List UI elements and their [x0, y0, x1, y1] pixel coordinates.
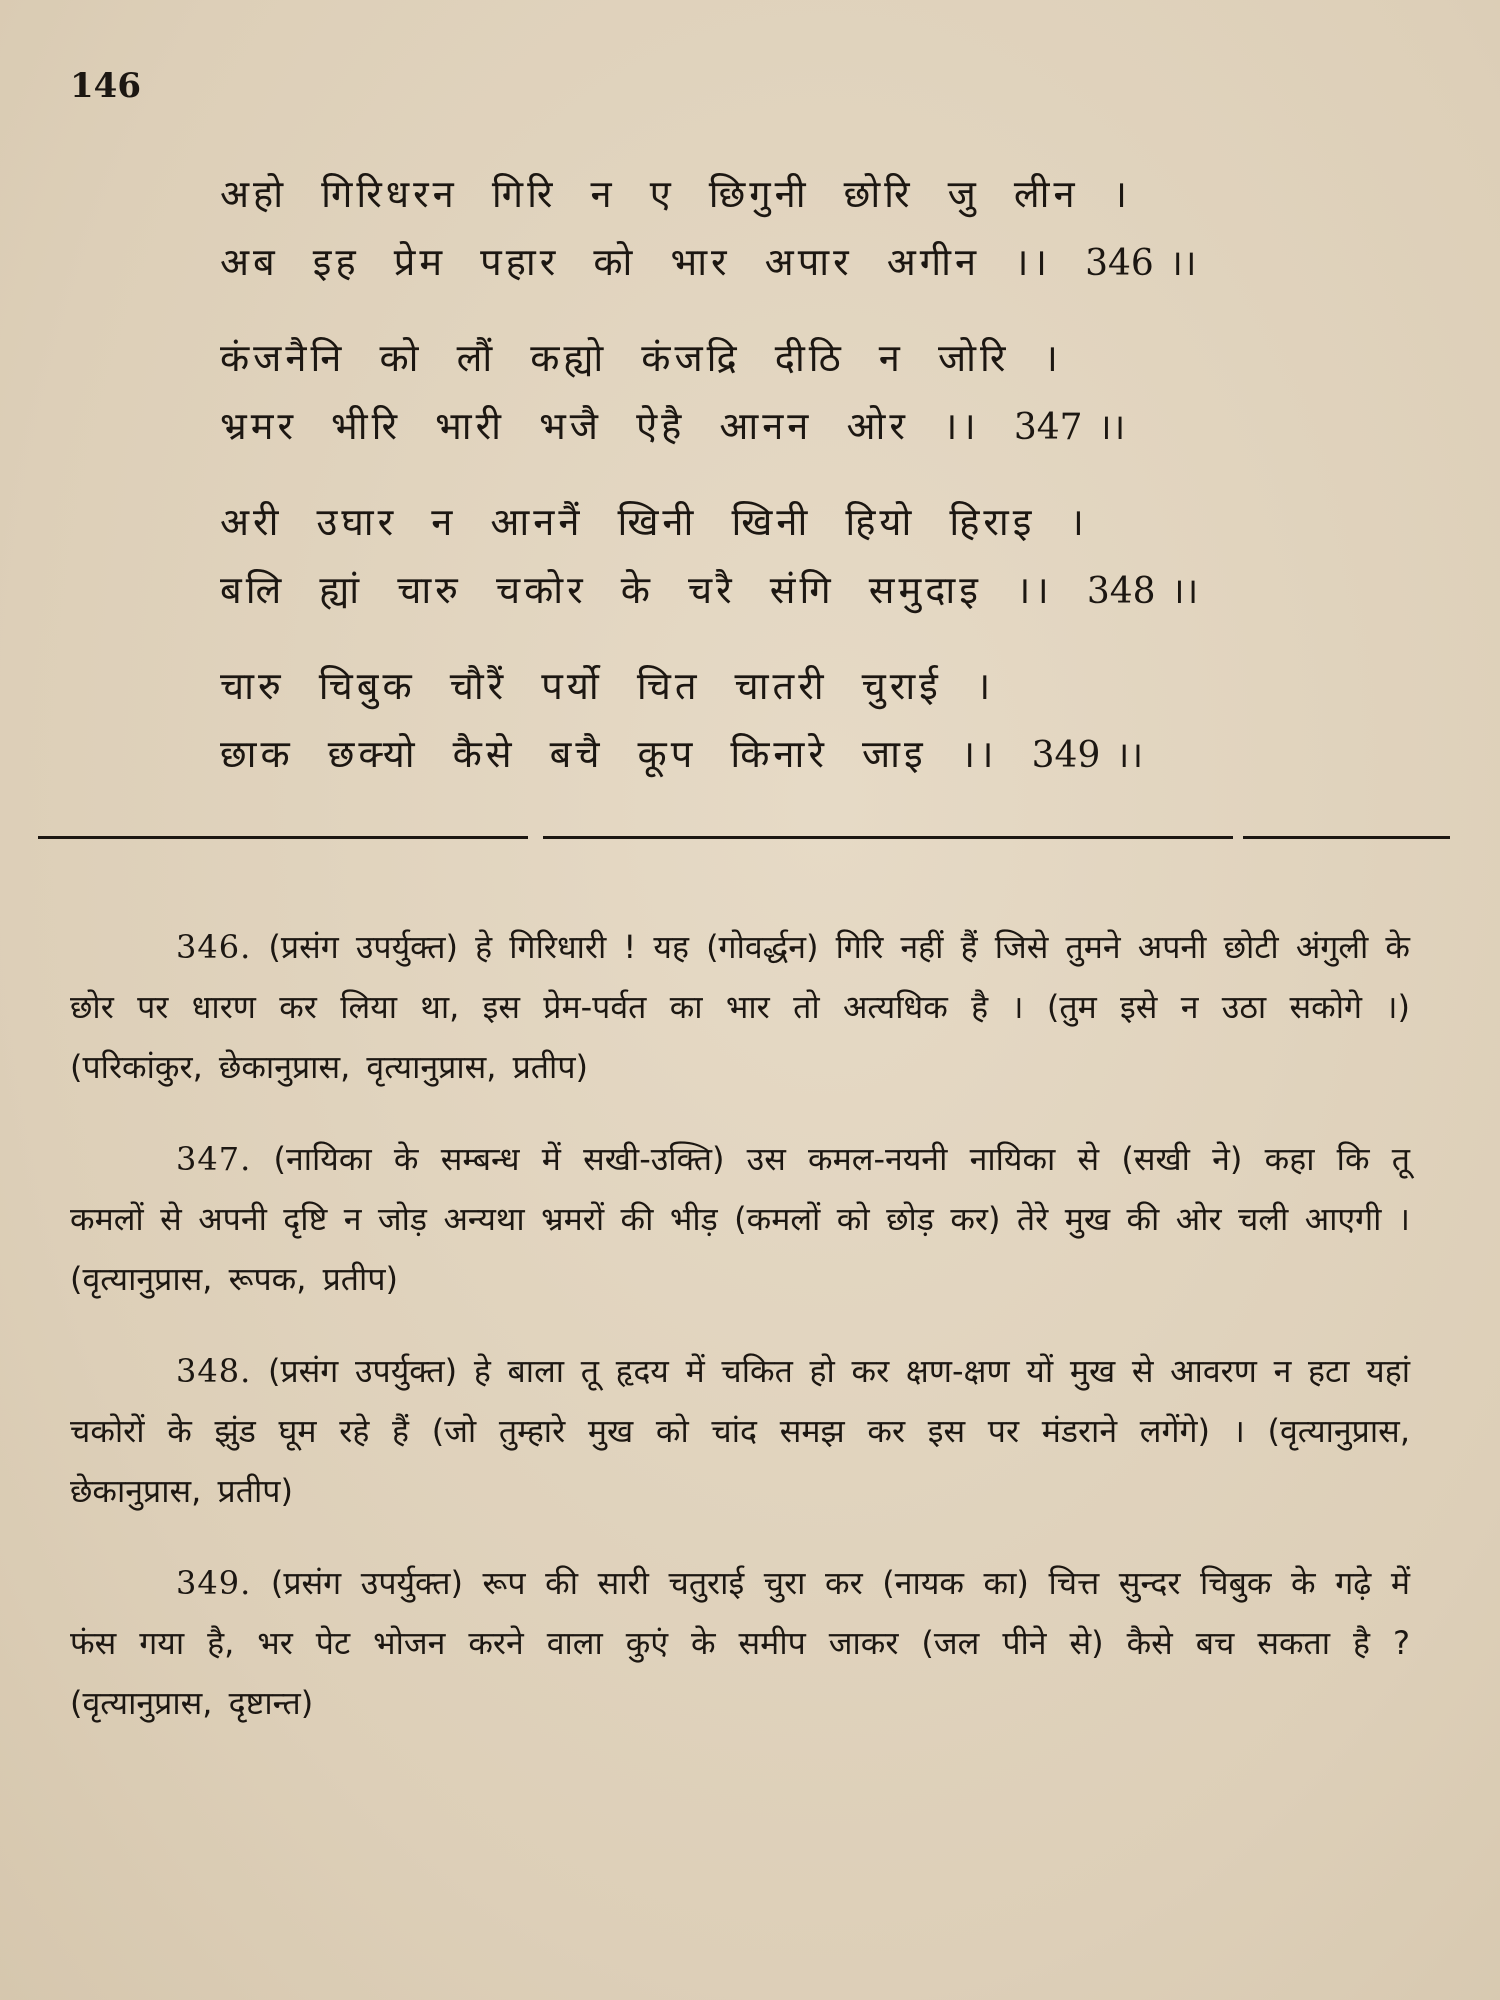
- note-346: [70, 917, 1410, 1097]
- note-number: 347.: [176, 1140, 252, 1178]
- verse-348: [220, 488, 1340, 626]
- verse-line: [220, 228, 1340, 298]
- verse-number: 348 ।।: [1086, 571, 1199, 612]
- note-text: (प्रसंग उपर्युक्त) हे बाला तू हृदय में चकित हो कर क्षण-क्षण यों मुख से आवरण न हटा यहां चकोरों के झुंड घूम रहे हैं (जो तुम्हारे मुख को चांद समझ कर इस पर मंडराने लगेंगे) । (वृत्यानुप्रास, छेकानुप्रास, प्रतीप): [70, 1352, 1410, 1510]
- verse-line: अहो गिरिधरन गिरि न ए छिगुनी छोरि जु लीन ।: [220, 172, 1132, 216]
- verse-349: [220, 652, 1340, 790]
- verse-text: भ्रमर भीरि भारी भजै ऐहै आनन ओर ।।: [220, 404, 980, 448]
- note-number: 349.: [176, 1564, 252, 1602]
- verse-346: [220, 160, 1340, 298]
- page-number: 146: [70, 66, 141, 106]
- note-349: [70, 1553, 1410, 1733]
- note-347: [70, 1129, 1410, 1309]
- verse-line: [220, 720, 1340, 790]
- note-text: (नायिका के सम्बन्ध में सखी-उक्ति) उस कमल-नयनी नायिका से (सखी ने) कहा कि तू कमलों से अपनी दृष्टि न जोड़ अन्यथा भ्रमरों की भीड़ (कमलों को छोड़ कर) तेरे मुख की ओर चली आएगी । (वृत्यानुप्रास, रूपक, प्रतीप): [70, 1140, 1410, 1298]
- section-divider: [38, 836, 1450, 839]
- note-text: (प्रसंग उपर्युक्त) रूप की सारी चतुराई चुरा कर (नायक का) चित्त सुन्दर चिबुक के गढ़े में फंस गया है, भर पेट भोजन करने वाला कुएं के समीप जाकर (जल पीने से) कैसे बच सकता है ? (वृत्यानुप्रास, दृष्टान्त): [70, 1564, 1410, 1722]
- verse-number: 347 ।।: [1013, 407, 1126, 448]
- verse-text: बलि ह्यां चारु चकोर के चरै संगि समुदाइ ।।: [220, 568, 1053, 612]
- verse-block: [220, 160, 1340, 816]
- verse-text: छाक छक्यो कैसे बचै कूप किनारे जाइ ।।: [220, 732, 998, 776]
- verse-line: [220, 392, 1340, 462]
- verse-number: 346 ।।: [1085, 243, 1197, 284]
- note-number: 346.: [176, 928, 252, 966]
- note-text: (प्रसंग उपर्युक्त) हे गिरिधारी ! यह (गोवर्द्धन) गिरि नहीं हैं जिसे तुमने अपनी छोटी अंगुली के छोर पर धारण कर लिया था, इस प्रेम-पर्वत का भार तो अत्यधिक है । (तुम इसे न उठा सकोगे ।) (परिकांकुर, छेकानुप्रास, वृत्यानुप्रास, प्रतीप): [70, 928, 1411, 1086]
- commentary-block: [70, 885, 1410, 1755]
- verse-347: [220, 324, 1340, 462]
- verse-line: [220, 556, 1340, 626]
- verse-line: चारु चिबुक चौरैं पर्यो चित चातरी चुराई ।: [220, 664, 995, 708]
- note-348: [70, 1341, 1410, 1521]
- verse-line: कंजनैनि को लौं कह्यो कंजद्रि दीठि न जोरि ।: [220, 336, 1062, 380]
- verse-number: 349 ।।: [1031, 735, 1144, 776]
- note-number: 348.: [176, 1352, 252, 1390]
- verse-line: अरी उघार न आननैं खिनी खिनी हियो हिराइ ।: [220, 500, 1088, 544]
- verse-text: अब इह प्रेम पहार को भार अपार अगीन ।।: [220, 240, 1051, 284]
